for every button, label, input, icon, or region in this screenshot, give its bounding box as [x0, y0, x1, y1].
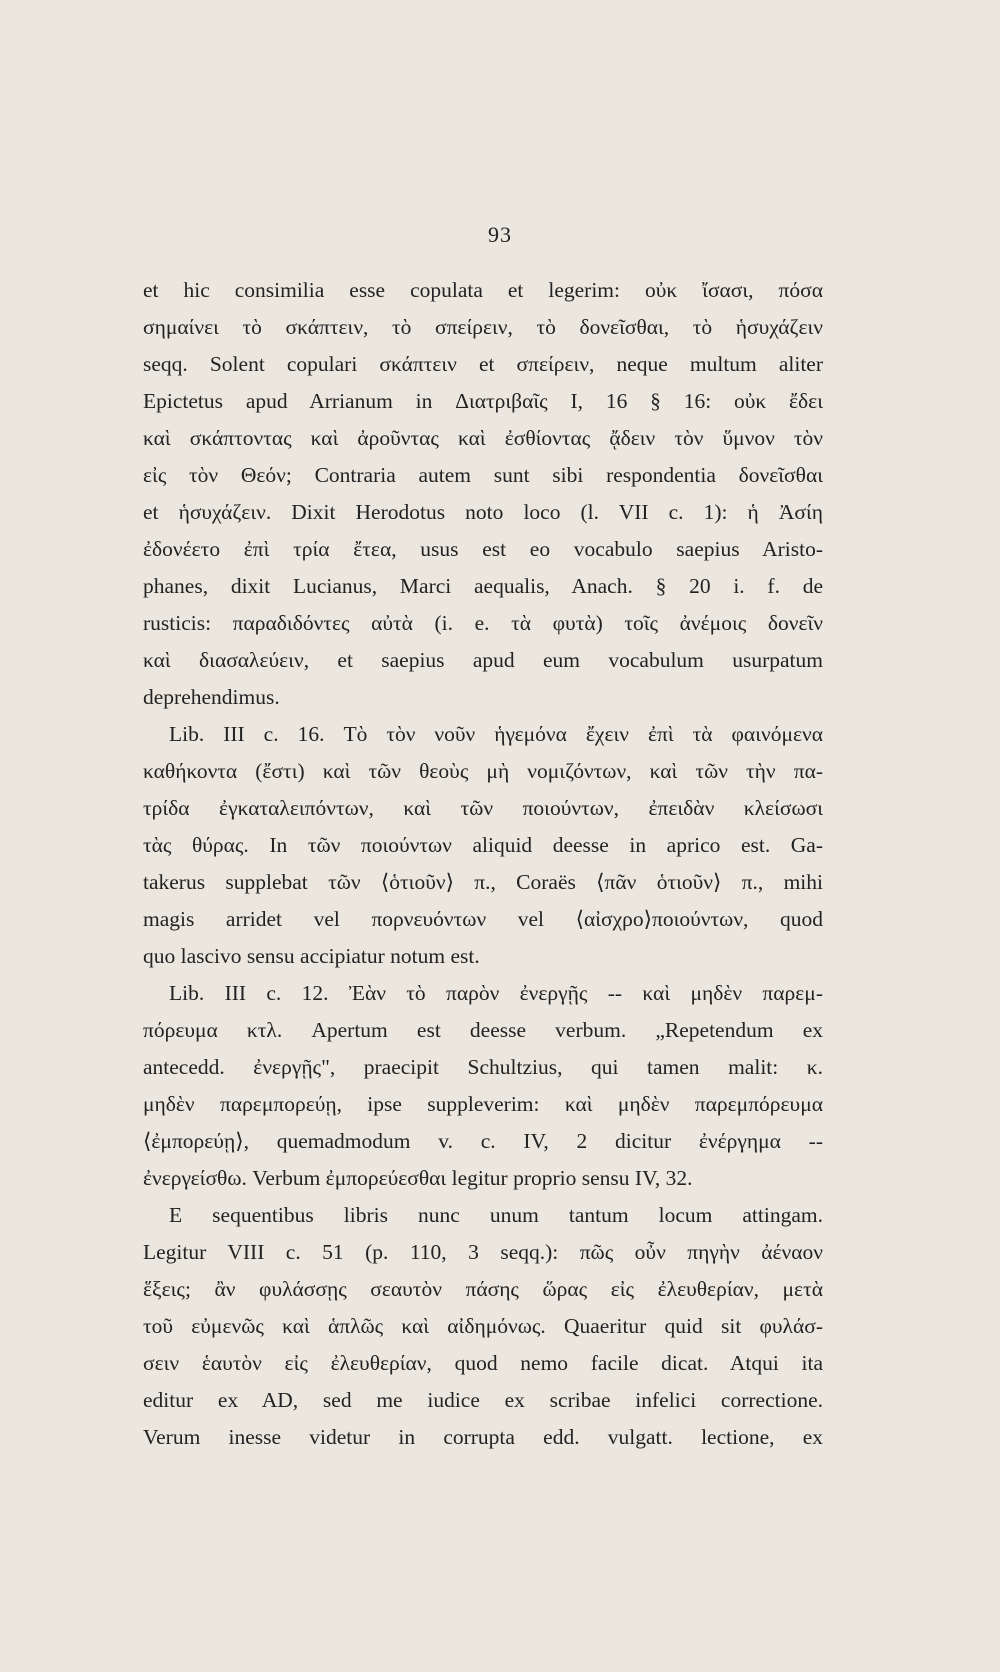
text-line: phanes, dixit Lucianus, Marci aequalis, Anach. § 20 i. f. de: [143, 574, 823, 598]
text-line: ἐνεργείσθω. Verbum ἐμπορεύεσθαι legitur proprio sensu IV, 32.: [143, 1166, 693, 1190]
paragraph-1: [143, 272, 823, 716]
text-line: τρίδα ἐγκαταλειπόντων, καὶ τῶν ποιούντων, ἐπειδὰν κλείσωσι: [143, 796, 823, 820]
text-line: ἐδονέετο ἐπὶ τρία ἔτεα, usus est eo vocabulo saepius Aristo-: [143, 537, 823, 561]
text-line: antecedd. ἐνεργῇς", praecipit Schultzius, qui tamen malit: κ.: [143, 1055, 823, 1079]
text-line: et hic consimilia esse copulata et legerim: οὐκ ἴσασι, πόσα: [143, 278, 823, 302]
paragraph-3: [143, 975, 823, 1197]
text-line: ⟨ἐμπορεύῃ⟩, quemadmodum v. c. IV, 2 dicitur ἐνέργημα --: [143, 1129, 823, 1153]
text-line: et ἡσυχάζειν. Dixit Herodotus noto loco (l. VII c. 1): ἡ Ἀσίη: [143, 500, 823, 524]
text-line: ἕξεις; ἂν φυλάσσῃς σεαυτὸν πάσης ὥρας εἰς ἐλευθερίαν, μετὰ: [143, 1277, 823, 1301]
text-line: Lib. III c. 16. Τὸ τὸν νοῦν ἡγεμόνα ἔχειν ἐπὶ τὰ φαινόμενα: [169, 722, 823, 746]
text-line: σημαίνει τὸ σκάπτειν, τὸ σπείρειν, τὸ δονεῖσθαι, τὸ ἡσυχάζειν: [143, 315, 823, 339]
text-line: seqq. Solent copulari σκάπτειν et σπείρειν, neque multum aliter: [143, 352, 823, 376]
text-line: E sequentibus libris nunc unum tantum locum attingam.: [169, 1203, 823, 1227]
paragraph-2: [143, 716, 823, 975]
text-line: μηδὲν παρεμπορεύῃ, ipse suppleverim: καὶ μηδὲν παρεμπόρευμα: [143, 1092, 823, 1116]
text-line: πόρευμα κτλ. Apertum est deesse verbum. „Repetendum ex: [143, 1018, 823, 1042]
text-line: Legitur VIII c. 51 (p. 110, 3 seqq.): πῶς οὖν πηγὴν ἀέναον: [143, 1240, 823, 1264]
paragraph-4: [143, 1197, 823, 1456]
text-line: magis arridet vel πορνευόντων vel ⟨αἰσχρο⟩ποιούντων, quod: [143, 907, 823, 931]
text-line: καθήκοντα (ἔστι) καὶ τῶν θεοὺς μὴ νομιζόντων, καὶ τῶν τὴν πα-: [143, 759, 823, 783]
text-line: deprehendimus.: [143, 685, 280, 709]
page-number: 93: [488, 222, 512, 247]
body-text: [143, 272, 823, 1456]
text-line: Epictetus apud Arrianum in Διατριβαῖς I, 16 § 16: οὐκ ἔδει: [143, 389, 823, 413]
text-line: takerus supplebat τῶν ⟨ὁτιοῦν⟩ π., Coraës ⟨πᾶν ὁτιοῦν⟩ π., mihi: [143, 870, 823, 894]
text-line: editur ex AD, sed me iudice ex scribae infelici correctione.: [143, 1388, 823, 1412]
text-line: καὶ διασαλεύειν, et saepius apud eum vocabulum usurpatum: [143, 648, 823, 672]
text-line: τοῦ εὐμενῶς καὶ ἁπλῶς καὶ αἰδημόνως. Quaeritur quid sit φυλάσ-: [143, 1314, 823, 1338]
text-line: καὶ σκάπτοντας καὶ ἀροῦντας καὶ ἐσθίοντας ᾄδειν τὸν ὕμνον τὸν: [143, 426, 823, 450]
text-line: εἰς τὸν Θεόν; Contraria autem sunt sibi respondentia δονεῖσθαι: [143, 463, 823, 487]
text-line: τὰς θύρας. In τῶν ποιούντων aliquid deesse in aprico est. Ga-: [143, 833, 823, 857]
text-line: σειν ἑαυτὸν εἰς ἐλευθερίαν, quod nemo facile dicat. Atqui ita: [143, 1351, 823, 1375]
text-line: rusticis: παραδιδόντες αὐτὰ (i. e. τὰ φυτὰ) τοῖς ἀνέμοις δονεῖν: [143, 611, 823, 635]
text-line: Verum inesse videtur in corrupta edd. vulgatt. lectione, ex: [143, 1425, 823, 1449]
text-line: quo lascivo sensu accipiatur notum est.: [143, 944, 480, 968]
text-line: Lib. III c. 12. Ἐὰν τὸ παρὸν ἐνεργῇς -- καὶ μηδὲν παρεμ-: [169, 981, 823, 1005]
